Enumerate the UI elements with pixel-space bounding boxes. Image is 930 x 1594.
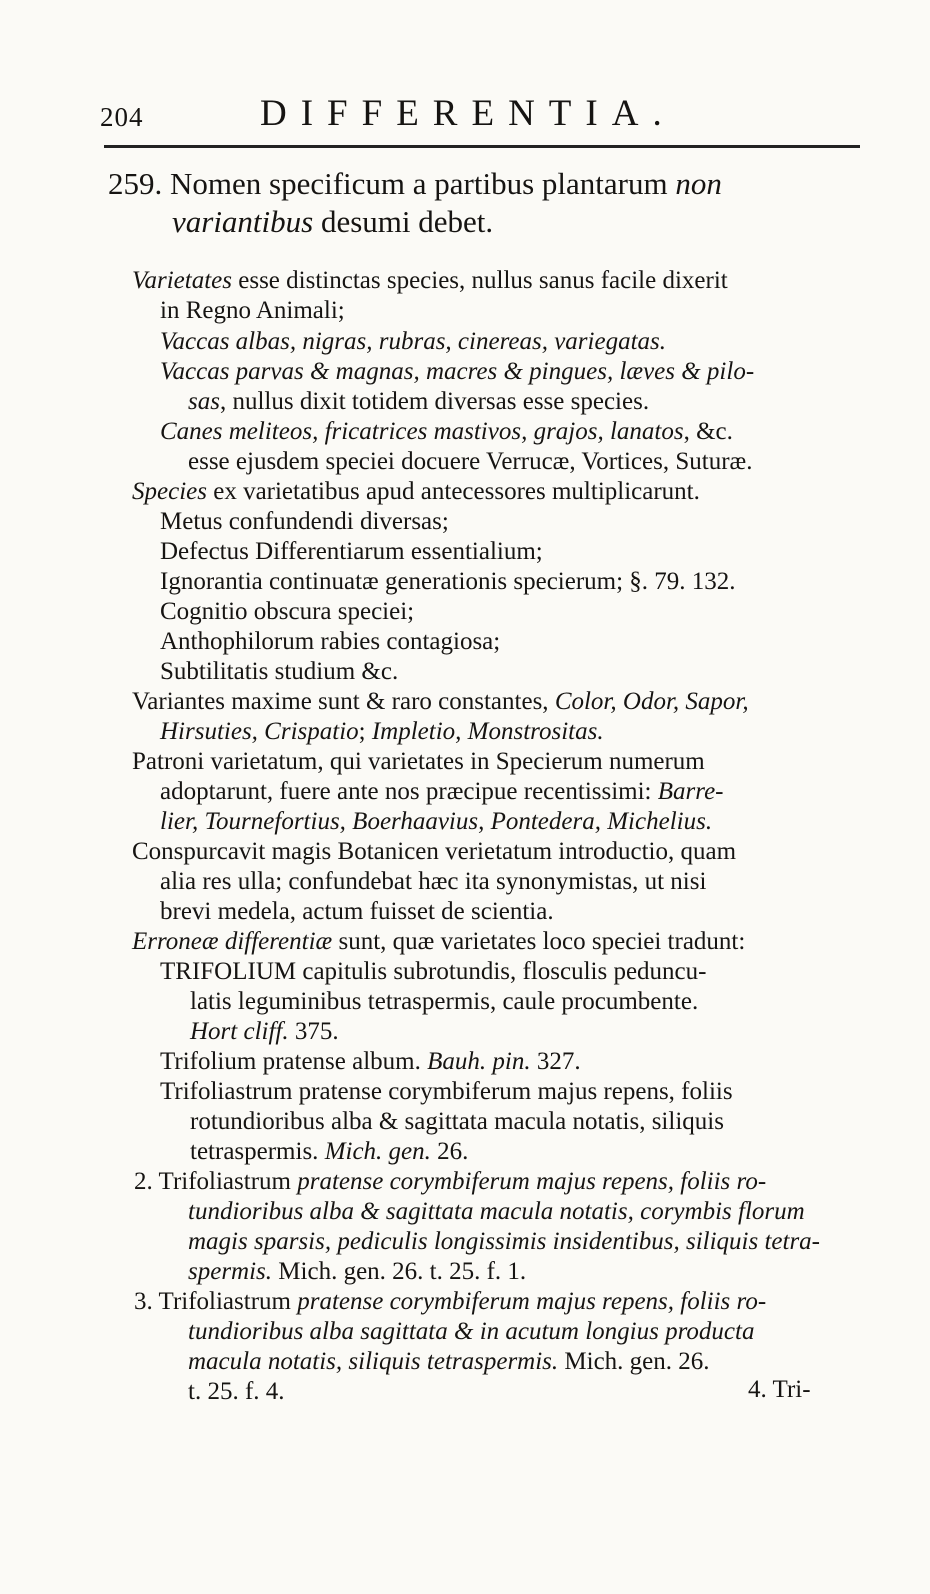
roman-text: brevi medela, actum fuisset de scientia.	[160, 898, 554, 925]
roman-text: Variantes maxime sunt & raro constantes,	[132, 688, 555, 715]
text-line	[132, 839, 736, 864]
text-line	[190, 1109, 724, 1134]
text-line	[134, 1289, 766, 1314]
italic-text: tundioribus alba & sagittata macula notatis, corymbis florum	[188, 1198, 805, 1225]
roman-text: ;	[358, 718, 372, 745]
text-line	[190, 1139, 468, 1164]
text-line	[188, 1259, 526, 1284]
text-line	[160, 1079, 733, 1104]
text-line	[188, 1349, 710, 1374]
roman-text: 375.	[288, 1018, 339, 1045]
roman-text: Conspurcavit magis Botanicen verietatum introductio, quam	[132, 838, 737, 865]
roman-text: Patroni varietatum, qui varietates in Specierum numerum	[132, 748, 705, 775]
italic-text: Mich. gen.	[324, 1138, 431, 1165]
text-line	[160, 539, 543, 564]
text-line	[160, 659, 398, 684]
text-line	[132, 929, 745, 954]
roman-text: , &c.	[683, 418, 733, 445]
roman-text: Cognitio obscura speciei;	[160, 598, 415, 625]
text-line	[160, 359, 754, 384]
text-line	[160, 719, 604, 744]
italic-text: pratense corymbiferum majus repens, foliis ro-	[297, 1288, 767, 1315]
italic-text: Barre-	[657, 778, 724, 805]
section-heading-line-2	[172, 206, 493, 237]
text-line	[188, 1229, 820, 1254]
italic-text: Canes meliteos, fricatrices mastivos, grajos, lanatos	[160, 418, 684, 445]
text-line	[160, 569, 736, 594]
text-line	[190, 989, 698, 1014]
text-line	[188, 1199, 805, 1224]
section-heading-line-1	[108, 168, 722, 199]
roman-text: Mich. gen. 26. t. 25. f. 1.	[272, 1258, 527, 1285]
roman-text: latis leguminibus tetraspermis, caule procumbente.	[190, 988, 699, 1015]
roman-text: 26.	[430, 1138, 469, 1165]
text-line	[132, 479, 700, 504]
roman-text: Trifoliastrum pratense corymbiferum majus repens, foliis	[160, 1078, 733, 1105]
roman-text: tetraspermis.	[190, 1138, 325, 1165]
text-line	[160, 779, 724, 804]
text-line	[188, 1379, 285, 1404]
roman-text: , nullus dixit totidem diversas esse species.	[219, 388, 650, 415]
italic-text: Bauh. pin.	[427, 1048, 531, 1075]
text-line	[160, 599, 414, 624]
italic-text: Hirsuties, Crispatio	[160, 718, 359, 745]
roman-text: esse distinctas species, nullus sanus facile dixerit	[232, 267, 728, 294]
roman-text: Trifolium pratense album.	[160, 1048, 428, 1075]
italic-text: Color, Odor, Sapor,	[554, 688, 749, 715]
roman-text: TRIFOLIUM capitulis subrotundis, flosculis peduncu-	[160, 958, 707, 985]
text-line	[160, 899, 554, 924]
page-number: 204	[100, 102, 144, 132]
page-header	[100, 92, 870, 136]
italic-text: lier, Tournefortius, Boerhaavius, Pontedera, Michelius.	[160, 808, 713, 835]
header-rule	[104, 145, 860, 148]
italic-text: Varietates	[132, 267, 232, 294]
text-line	[160, 419, 733, 444]
roman-text: Subtilitatis studium &c.	[160, 658, 399, 685]
italic-text: Vaccas albas, nigras, rubras, cinereas, variegatas.	[160, 328, 666, 355]
roman-text: Anthophilorum rabies contagiosa;	[160, 628, 501, 655]
text-line	[132, 749, 705, 774]
section-number: 259.	[108, 166, 163, 201]
text-line	[132, 689, 749, 714]
roman-text: sunt, quæ varietates loco speciei tradunt:	[332, 928, 746, 955]
text-line	[160, 629, 500, 654]
roman-text: rotundioribus alba & sagittata macula notatis, siliquis	[190, 1108, 724, 1135]
catchword: 4. Tri-	[748, 1376, 811, 1403]
text-line	[160, 869, 706, 894]
text-line	[160, 298, 345, 323]
section-title-italic: variantibus	[172, 204, 314, 239]
roman-text: ex varietatibus apud antecessores multiplicarunt.	[206, 478, 700, 505]
text-line	[188, 449, 752, 474]
section-title-part: Nomen specificum a partibus plantarum	[170, 166, 676, 201]
roman-text: Ignorantia continuatæ generationis specierum; §. 79. 132.	[160, 568, 736, 595]
roman-text: t. 25. f. 4.	[188, 1378, 285, 1405]
italic-text: Species	[132, 478, 207, 505]
italic-text: pratense corymbiferum majus repens, foliis ro-	[297, 1168, 767, 1195]
italic-text: Hort cliff.	[190, 1018, 289, 1045]
roman-text: in Regno Animali;	[160, 297, 345, 324]
text-line	[134, 1169, 766, 1194]
italic-text: Erroneæ differentiæ	[132, 928, 333, 955]
italic-text: spermis.	[188, 1258, 273, 1285]
italic-text: Vaccas parvas & magnas, macres & pingues, læves & pilo-	[160, 358, 755, 385]
text-line	[160, 329, 666, 354]
italic-text: macula notatis, siliquis tetraspermis.	[188, 1348, 559, 1375]
roman-text: 327.	[530, 1048, 581, 1075]
text-line	[190, 1019, 339, 1044]
italic-text: Impletio, Monstrositas.	[371, 718, 604, 745]
roman-text: adoptarunt, fuere ante nos præcipue recentissimi:	[160, 778, 658, 805]
section-title-part: desumi debet.	[313, 204, 494, 239]
roman-text: esse ejusdem speciei docuere Verrucæ, Vortices, Suturæ.	[188, 448, 753, 475]
italic-text: sas	[188, 388, 220, 415]
text-line	[160, 959, 706, 984]
text-line	[188, 389, 649, 414]
roman-text: 2. Trifoliastrum	[134, 1168, 298, 1195]
italic-text: magis sparsis, pediculis longissimis insidentibus, siliquis tetra-	[188, 1228, 820, 1255]
text-line	[132, 268, 728, 293]
running-title: DIFFERENTIA.	[260, 93, 676, 134]
roman-text: alia res ulla; confundebat hæc ita synonymistas, ut nisi	[160, 868, 707, 895]
text-line	[188, 1319, 754, 1344]
text-line	[160, 809, 712, 834]
roman-text: Defectus Differentiarum essentialium;	[160, 538, 543, 565]
italic-text: tundioribus alba sagittata & in acutum longius producta	[188, 1318, 755, 1345]
text-line	[160, 1049, 581, 1074]
roman-text: Metus confundendi diversas;	[160, 508, 449, 535]
text-line	[160, 509, 449, 534]
roman-text: 3. Trifoliastrum	[134, 1288, 298, 1315]
section-title-italic: non	[675, 166, 722, 201]
roman-text: Mich. gen. 26.	[558, 1348, 710, 1375]
